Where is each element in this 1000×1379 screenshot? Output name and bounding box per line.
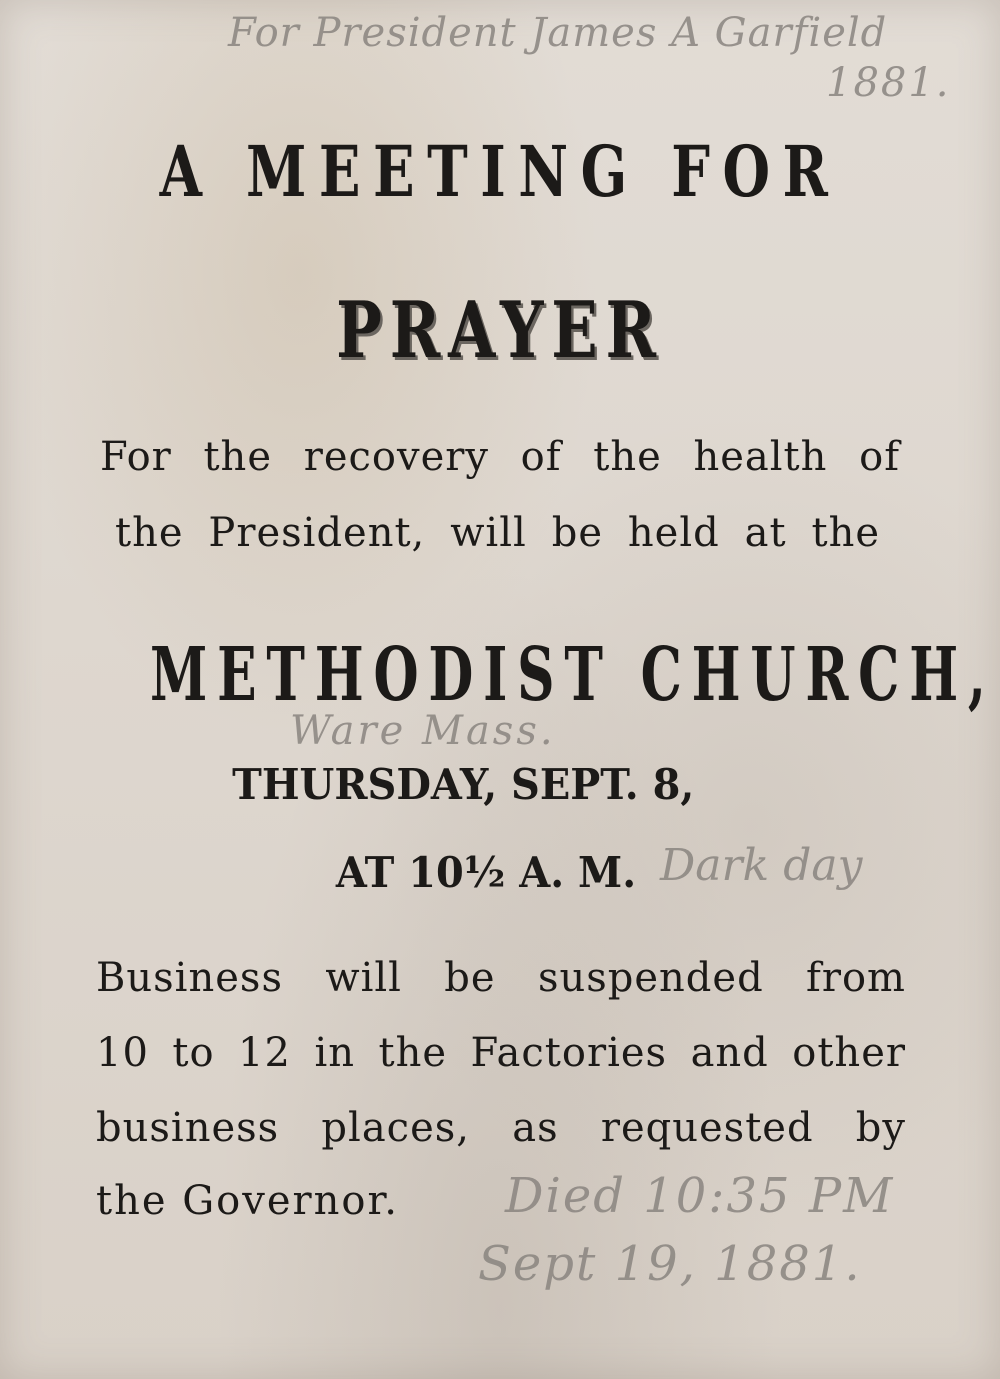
notice-line-2: 10 to 12 in the Factories and other: [96, 1030, 906, 1076]
purpose-line-1: For the recovery of the health of: [100, 434, 900, 480]
handwritten-died-line-2: Sept 19, 1881.: [478, 1236, 862, 1292]
purpose-line-2: the President, will be held at the: [115, 510, 880, 556]
poster-title-prayer: PRAYER: [336, 285, 664, 376]
poster-title-line1: A MEETING FOR: [159, 130, 841, 213]
notice-line-4: the Governor.: [96, 1178, 399, 1224]
handwritten-top-note: For President James A Garfield: [228, 10, 888, 56]
meeting-date: THURSDAY, SEPT. 8,: [232, 760, 695, 809]
handwritten-location-note: Ware Mass.: [290, 708, 556, 754]
handwritten-died-line-1: Died 10:35 PM: [505, 1168, 895, 1224]
notice-line-1: Business will be suspended from: [96, 955, 906, 1001]
notice-line-3: business places, as requested by: [96, 1105, 906, 1151]
handwritten-top-year: 1881.: [826, 60, 951, 106]
meeting-time: AT 10½ A. M.: [335, 848, 637, 897]
handwritten-dark-day-note: Dark day: [660, 840, 863, 891]
venue-title: METHODIST CHURCH,: [150, 632, 996, 718]
